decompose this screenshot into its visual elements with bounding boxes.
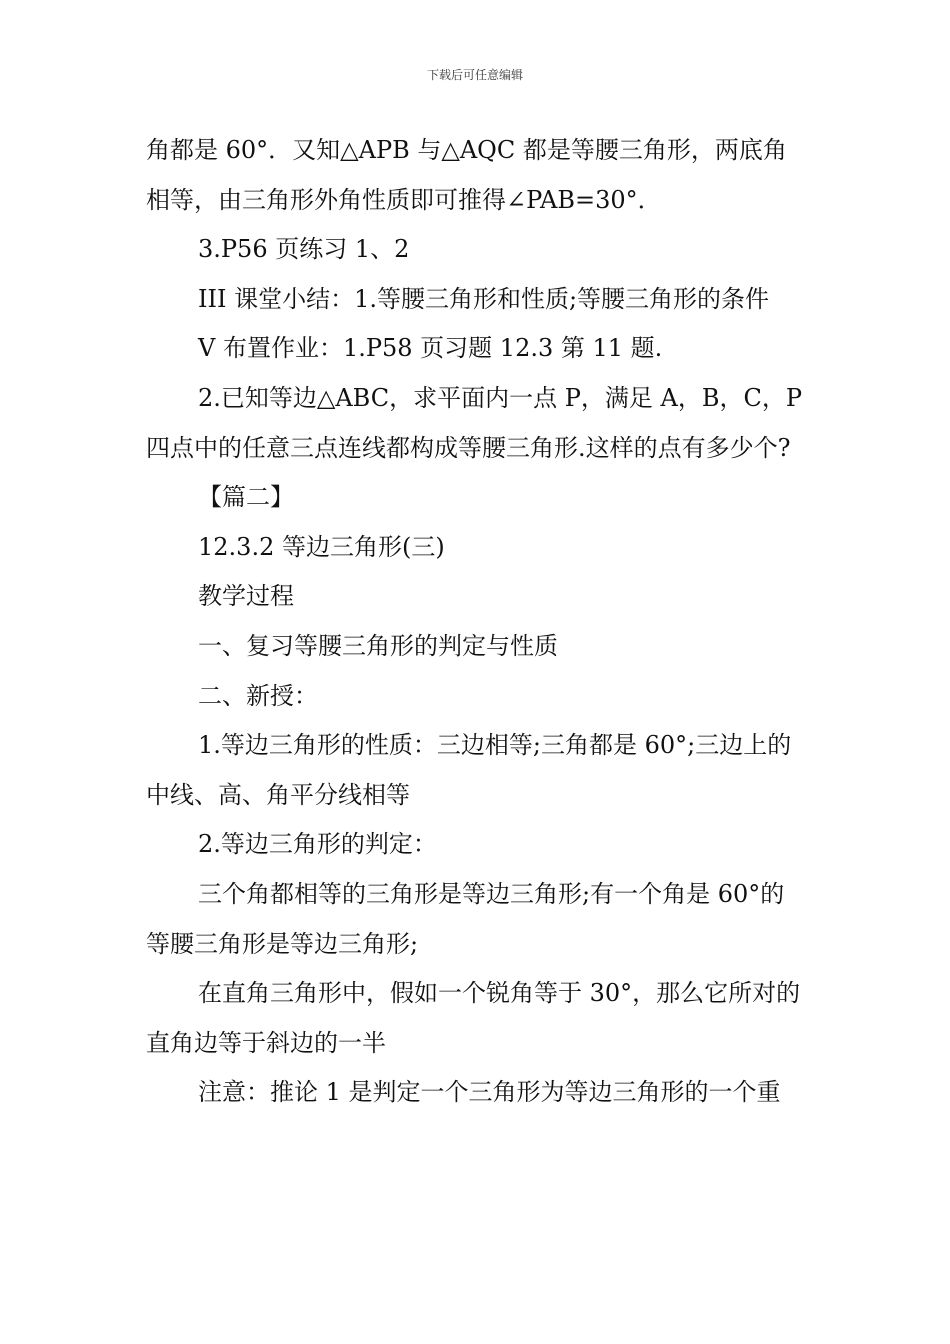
lesson-title: 12.3.2 等边三角形(三) — [198, 532, 445, 561]
paragraph: 三个角都相等的三角形是等边三角形;有一个角是 60°的等腰三角形是等边三角形; — [146, 879, 785, 958]
paragraph: 2.等边三角形的判定： — [198, 830, 437, 859]
paragraph: 在直角三角形中，假如一个锐角等于 30°，那么它所对的直角边等于斜边的一半 — [146, 979, 801, 1057]
page-header: 下载后可任意编辑 — [426, 68, 523, 82]
paragraph: III 课堂小结：1.等腰三角形和性质;等腰三角形的条件 — [198, 284, 770, 313]
paragraph: 2.已知等边△ABC，求平面内一点 P，满足 A，B，C，P 四点中的任意三点连线都构成等腰三角形.这样的点有多少个? — [146, 383, 803, 462]
paragraph: 注意：推论 1 是判定一个三角形为等边三角形的一个重 — [198, 1078, 781, 1107]
paragraph: 1.等边三角形的性质：三边相等;三角都是 60°;三边上的中线、高、角平分线相等 — [146, 731, 792, 809]
paragraph: 一、复习等腰三角形的判定与性质 — [198, 631, 558, 660]
paragraph: V 布置作业：1.P58 页习题 12.3 第 11 题. — [198, 334, 663, 363]
paragraph: 二、新授： — [198, 681, 318, 710]
document-body — [146, 126, 808, 1118]
paragraph: 角都是 60°．又知△APB 与△AQC 都是等腰三角形，两底角相等，由三角形外角性质即可推得∠PAB=30°． — [146, 136, 787, 214]
paragraph: 3.P56 页练习 1、2 — [198, 235, 410, 264]
section-heading: 【篇二】 — [198, 483, 294, 512]
paragraph: 教学过程 — [198, 582, 294, 611]
